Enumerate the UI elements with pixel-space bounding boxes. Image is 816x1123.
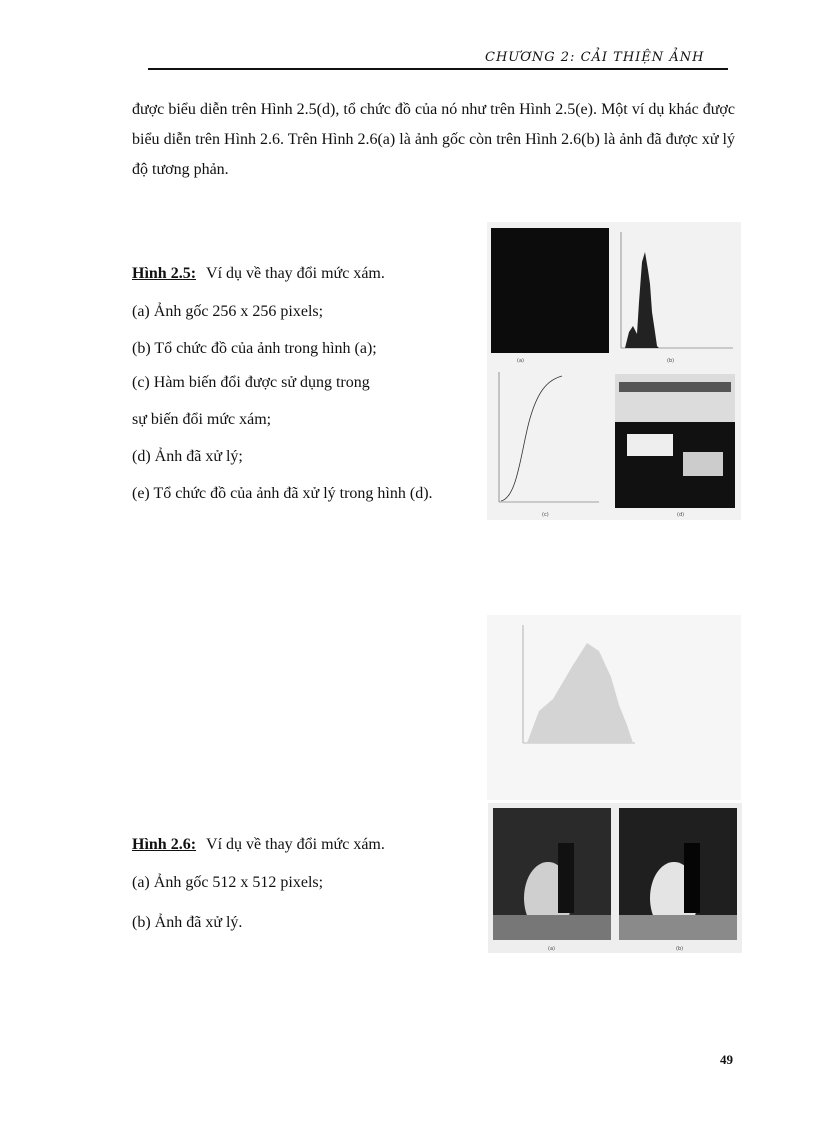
figure-2-5-item-b: (b) Tổ chức đồ của ảnh trong hình (a); <box>132 340 377 357</box>
intro-paragraph: được biểu diễn trên Hình 2.5(d), tổ chức đồ của nó như trên Hình 2.5(e). Một ví dụ khác được biểu diễn trên Hình 2.6. Trên Hình 2.6(a) là ảnh gốc còn trên Hình 2.6(b) là ảnh đã được xử lý độ tương phản. <box>132 101 735 178</box>
figure-2-5-caption <box>132 262 385 286</box>
figure-2-6b-processed-photo <box>619 808 737 940</box>
figure-2-5d-processed-image <box>615 374 735 508</box>
figure-2-5-title: Hình 2.5: <box>132 265 197 282</box>
figure-2-6a-original-photo <box>493 808 611 940</box>
figure-2-5-item-c-cont: sự biến đổi mức xám; <box>132 411 272 428</box>
chapter-header: CHƯƠNG 2: CẢI THIỆN ẢNH <box>485 50 705 65</box>
figure-2-5-item-a: (a) Ảnh gốc 256 x 256 pixels; <box>132 303 324 320</box>
figure-2-5-item-d: (d) Ảnh đã xử lý; <box>132 448 243 465</box>
figure-2-5-item-e: (e) Tổ chức đồ của ảnh đã xử lý trong hình (d). <box>132 485 433 502</box>
figure-2-5c-sublabel: (c) <box>542 512 549 518</box>
figure-2-5b-sublabel: (b) <box>667 358 675 364</box>
figure-2-6-caption-text: Ví dụ về thay đổi mức xám. <box>206 836 385 853</box>
figure-2-5a-dark-image <box>491 228 609 353</box>
figure-2-5-image <box>487 222 741 520</box>
figure-2-6-photos <box>488 803 742 953</box>
figure-2-6-histogram <box>487 615 741 800</box>
figure-2-6-item-b: (b) Ảnh đã xử lý. <box>132 914 243 931</box>
figure-2-6-caption <box>132 833 385 857</box>
figure-2-5a-sublabel: (a) <box>517 358 524 364</box>
figure-2-6-title: Hình 2.6: <box>132 836 197 853</box>
figure-2-6a-sublabel: (a) <box>548 946 555 952</box>
page-number: 49 <box>720 1052 733 1067</box>
figure-2-6-item-a: (a) Ảnh gốc 512 x 512 pixels; <box>132 874 324 891</box>
header-rule <box>148 68 728 70</box>
figure-2-5-caption-text: Ví dụ về thay đổi mức xám. <box>206 265 385 282</box>
figure-2-6b-sublabel: (b) <box>676 946 684 952</box>
figure-2-5d-sublabel: (d) <box>677 512 685 518</box>
figure-2-5-item-c: (c) Hàm biến đổi được sử dụng trong <box>132 374 370 391</box>
